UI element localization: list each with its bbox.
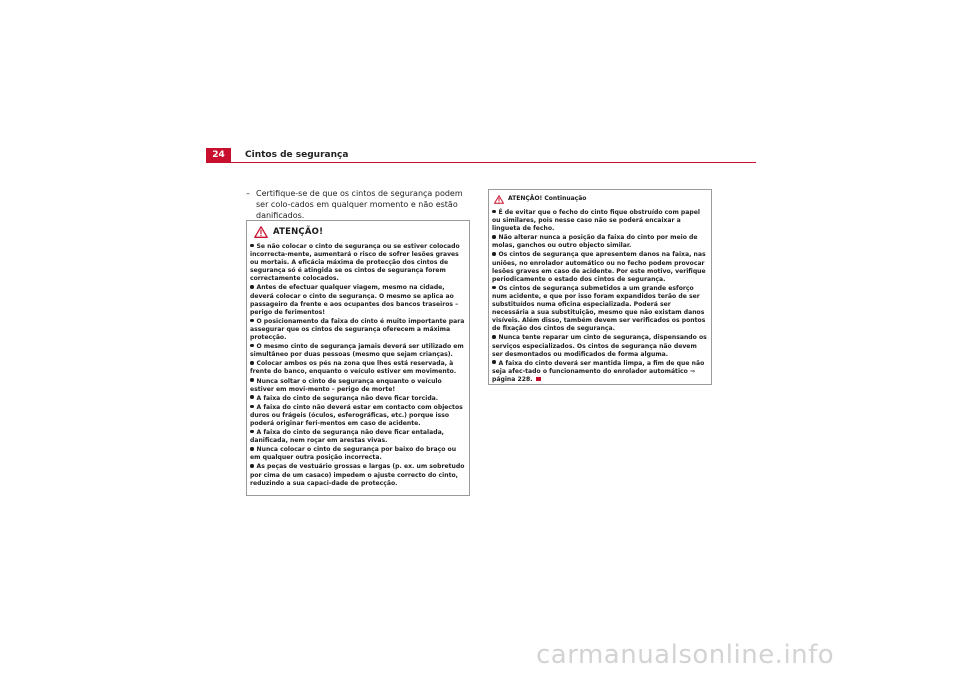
bullet-icon	[250, 447, 254, 451]
bullet-icon	[250, 285, 254, 289]
bullet-icon	[492, 335, 496, 339]
page-reference-link[interactable]: página 228.	[492, 375, 533, 383]
warning-item: A faixa do cinto de segurança não deve ficar torcida.	[250, 395, 466, 403]
warning-continuation-box	[488, 189, 712, 385]
intro-step	[246, 188, 468, 221]
warning-header	[489, 190, 711, 205]
warning-list	[489, 209, 711, 384]
cross-reference-arrow: ⇒	[689, 367, 696, 375]
page-header	[206, 148, 756, 162]
warning-item: As peças de vestuário grossas e largas (p. ex. um sobretudo por cima de um casaco) impedem o ajuste correcto do cinto, reduzindo a sua capaci-dade de protecção.	[250, 463, 465, 487]
warning-item: O posicionamento da faixa do cinto é muito importante para assegurar que os cintos de segurança oferecem a máxima protecção.	[250, 317, 465, 342]
warning-header	[247, 221, 469, 241]
end-square-icon	[536, 377, 541, 381]
warning-item: Antes de efectuar qualquer viagem, mesmo na cidade, deverá colocar o cinto de segurança. O mesmo se aplica ao passageiro da frente e aos ocupantes dos bancos traseiros – perigo de ferimentos!	[250, 284, 459, 316]
warning-item: Se não colocar o cinto de segurança ou se estiver colocado incorrecta-mente, aumentará o risco de sofrer lesões graves ou mortais. A eficácia máxima de protecção dos cintos de segurança só é atingida se os cintos de segurança forem correctamente colocados.	[250, 243, 460, 283]
warning-item: O mesmo cinto de segurança jamais deverá ser utilizado em simultâneo por duas pessoas (mesmo que sejam crianças).	[250, 343, 464, 359]
bullet-icon	[250, 464, 254, 468]
warning-list	[247, 243, 469, 488]
warning-item: Os cintos de segurança submetidos a um grande esforço num acidente, e que por isso foram expandidos terão de ser substituídos numa oficina especializada. Poderá ser necessária a sua substituição, mesmo que não existam danos visíveis. Além disso, também devem ser verificados os pontos de fixação dos cintos de segurança.	[492, 284, 706, 333]
warning-item: A faixa do cinto deverá ser mantida limpa, a fim de que não seja afec-tado o funcionamento do enrolador automático ⇒ página 228.	[492, 359, 705, 383]
warning-triangle-icon	[494, 189, 504, 208]
warning-box	[246, 220, 470, 496]
warning-title: ATENÇÃO! Continuação	[508, 195, 587, 202]
bullet-icon	[250, 319, 254, 323]
warning-item: Os cintos de segurança que apresentem danos na faixa, nas uniões, no enrolador automático ou no fecho podem provocar lesões graves em caso de acidente. Por este motivo, verifique periodicamente o estado dos cintos de segurança.	[492, 251, 706, 283]
warning-triangle-icon	[254, 223, 268, 242]
bullet-icon	[250, 244, 254, 248]
bullet-icon	[492, 210, 496, 214]
bullet-icon	[250, 405, 254, 409]
warning-item: Não alterar nunca a posição da faixa do cinto por meio de molas, ganchos ou outro objecto similar.	[492, 234, 698, 250]
bullet-icon	[250, 361, 254, 365]
bullet-icon	[492, 286, 496, 290]
intro-text: Certifique-se de que os cintos de segurança podem ser colo-cados em qualquer momento e não estão danificados.	[256, 189, 463, 220]
warning-item: Nunca tente reparar um cinto de segurança, dispensando os serviços especializados. Os cintos de segurança não devem ser desmontados ou modificados de forma alguma.	[492, 334, 707, 358]
bullet-icon	[250, 344, 254, 348]
bullet-icon	[492, 360, 496, 364]
bullet-icon	[250, 395, 254, 399]
bullet-icon	[250, 430, 254, 434]
page-number: 24	[206, 148, 231, 162]
warning-item: Nunca soltar o cinto de segurança enquanto o veículo estiver em movi-mento – perigo de morte!	[250, 377, 442, 393]
warning-item: É de evitar que o fecho do cinto fique obstruído com papel ou similares, pois nesse caso não se poderá encaixar a lingueta de fecho.	[492, 209, 700, 233]
warning-title: ATENÇÃO!	[273, 227, 324, 237]
watermark: carmanualsonline.info	[536, 640, 835, 670]
step-dash: –	[246, 189, 250, 198]
bullet-icon	[492, 252, 496, 256]
header-rule	[206, 162, 756, 163]
bullet-icon	[250, 378, 254, 382]
warning-item: A faixa do cinto de segurança não deve ficar entalada, danificada, nem roçar em arestas vivas.	[250, 429, 444, 445]
warning-item: Nunca colocar o cinto de segurança por baixo do braço ou em qualquer outra posição incorrecta.	[250, 446, 457, 462]
warning-item: Colocar ambos os pés na zona que lhes está reservada, à frente do banco, enquanto o veículo estiver em movimento.	[250, 360, 457, 376]
warning-item: A faixa do cinto não deverá estar em contacto com objectos duros ou frágeis (óculos, esferográficas, etc.) porque isso poderá originar feri-mentos em caso de acidente.	[250, 403, 463, 427]
bullet-icon	[492, 235, 496, 239]
page-title: Cintos de segurança	[245, 150, 349, 160]
